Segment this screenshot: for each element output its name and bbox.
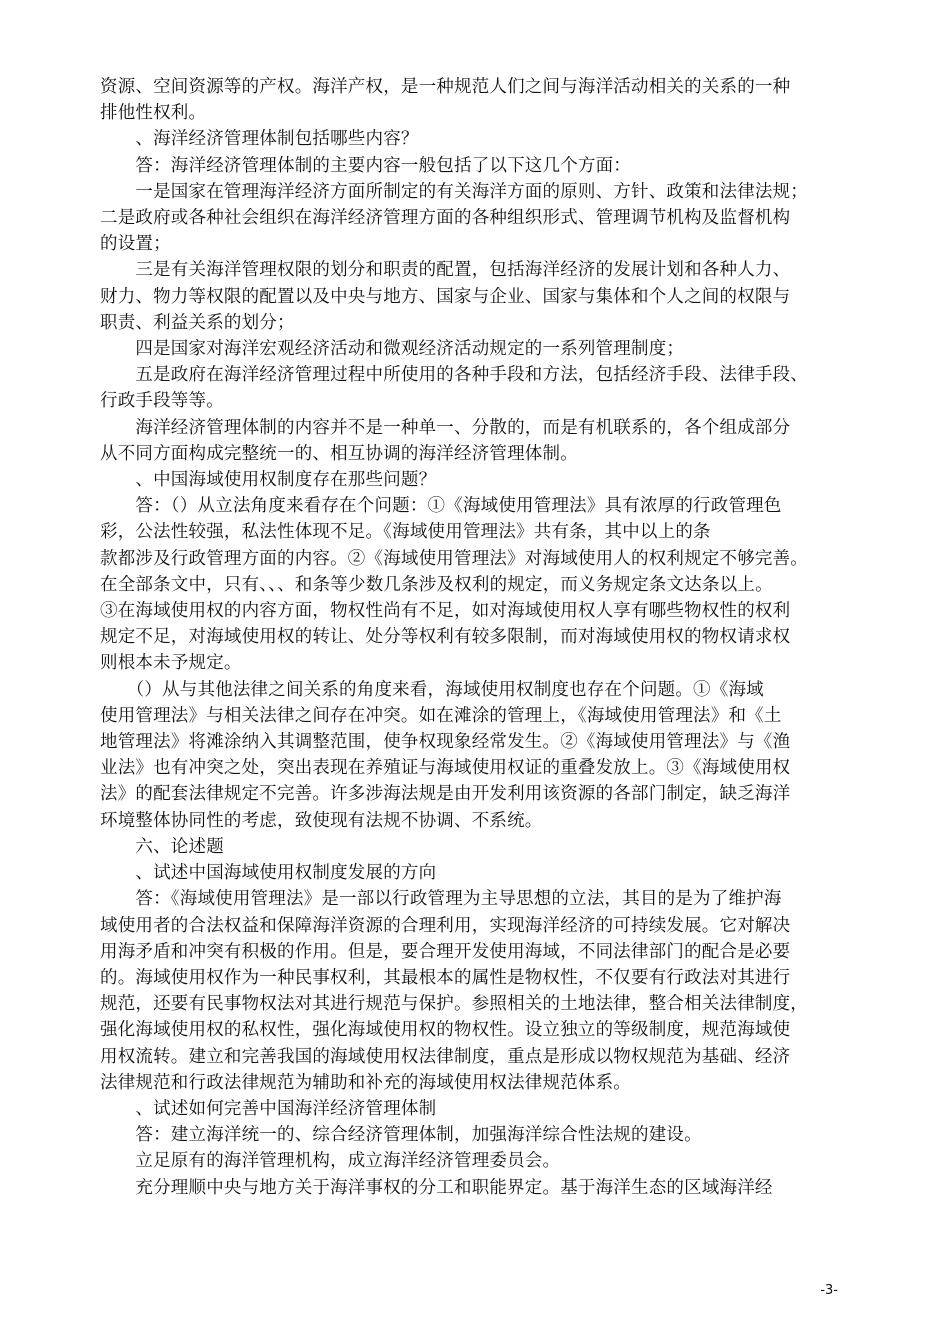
text-line: 用海矛盾和冲突有积极的作用。但是，要合理开发使用海域，不同法律部门的配合是必要: [100, 941, 791, 962]
page-number: -3-: [820, 1283, 838, 1298]
text-line: 强化海域使用权的私权性，强化海域使用权的物权性。设立独立的等级制度，规范海域使: [100, 1020, 791, 1041]
text-line: 答：《海域使用管理法》是一部以行政管理为主导思想的立法，其目的是为了维护海: [100, 889, 782, 910]
text-line: 财力、物力等权限的配置以及中央与地方、国家与企业、国家与集体和个人之间的权限与: [100, 286, 791, 307]
text-line: 职责、利益关系的划分；: [100, 312, 295, 333]
text-line: 、海洋经济管理体制包括哪些内容？: [100, 129, 419, 150]
text-line: 六、论述题: [100, 836, 224, 857]
text-line: 的设置；: [100, 234, 171, 255]
text-line: 资源、空间资源等的产权。海洋产权，是一种规范人们之间与海洋活动相关的关系的一种: [100, 77, 791, 97]
text-line: 规范，还要有民事物权法对其进行规范与保护。参照相关的土地法律，整合相关法律制度，: [100, 994, 808, 1015]
text-line: 规定不足，对海域使用权的转让、处分等权利有较多限制，而对海域使用权的物权请求权: [100, 627, 791, 648]
text-line: 二是政府或各种社会组织在海洋经济管理方面的各种组织形式、管理调节机构及监督机构: [100, 208, 791, 229]
text-line: 法》的配套法律规定不完善。许多涉海法规是由开发利用该资源的各部门制定，缺乏海洋: [100, 784, 791, 805]
text-line: 用权流转。建立和完善我国的海域使用权法律制度，重点是形成以物权规范为基础、经济: [100, 1046, 791, 1067]
text-line: 答：（）从立法角度来看存在个问题：①《海域使用管理法》具有浓厚的行政管理色: [100, 496, 782, 517]
text-line: 立足原有的海洋管理机构，成立海洋经济管理委员会。: [100, 1151, 561, 1172]
text-line: 彩，公法性较强，私法性体现不足。《海域使用管理法》共有条，其中以上的条: [100, 522, 711, 543]
text-line: 环境整体协同性的考虑，致使现有法规不协调、不系统。: [100, 810, 543, 831]
text-line: 使用管理法》与相关法律之间存在冲突。如在滩涂的管理上，《海域使用管理法》和《土: [100, 705, 782, 726]
text-line: 排他性权利。: [100, 103, 207, 124]
document-body: [100, 74, 860, 1201]
text-line: 海洋经济管理体制的内容并不是一种单一、分散的，而是有机联系的，各个组成部分: [100, 417, 791, 438]
text-line: 三是有关海洋管理权限的划分和职责的配置，包括海洋经济的发展计划和各种人力、: [100, 260, 791, 281]
text-line: 从不同方面构成完整统一的、相互协调的海洋经济管理体制。: [100, 443, 578, 464]
text-line: ③在海域使用权的内容方面，物权性尚有不足，如对海域使用权人享有哪些物权性的权利: [100, 601, 791, 622]
text-line: 答：海洋经济管理体制的主要内容一般包括了以下这几个方面：: [100, 155, 631, 176]
text-line: 业法》也有冲突之处，突出表现在养殖证与海域使用权证的重叠发放上。③《海域使用权: [100, 758, 791, 779]
text-line: 的。海域使用权作为一种民事权利，其最根本的属性是物权性，不仅要有行政法对其进行: [100, 967, 791, 988]
text-line: 一是国家在管理海洋经济方面所制定的有关海洋方面的原则、方针、政策和法律法规；: [100, 181, 808, 202]
text-line: 、中国海域使用权制度存在那些问题？: [100, 470, 437, 491]
text-line: 、试述中国海域使用权制度发展的方向: [100, 863, 437, 884]
text-line: 、试述如何完善中国海洋经济管理体制: [100, 1098, 437, 1119]
text-line: 法律规范和行政法律规范为辅助和补充的海域使用权法律规范体系。: [100, 1072, 631, 1093]
text-line: 行政手段等等。: [100, 391, 224, 412]
text-line: （）从与其他法律之间关系的角度来看，海域使用权制度也存在个问题。①《海域: [100, 679, 764, 700]
text-line: 地管理法》将滩涂纳入其调整范围，使争权现象经常发生。②《海域使用管理法》与《渔: [100, 732, 791, 753]
text-line: 充分理顺中央与地方关于海洋事权的分工和职能界定。基于海洋生态的区域海洋经: [100, 1177, 773, 1198]
text-line: 在全部条文中，只有、、、和条等少数几条涉及权利的规定，而义务规定条文达条以上。: [100, 574, 773, 595]
text-line: 答：建立海洋统一的、综合经济管理体制，加强海洋综合性法规的建设。: [100, 1125, 702, 1146]
text-line: 则根本未予规定。: [100, 653, 242, 674]
text-line: 五是政府在海洋经济管理过程中所使用的各种手段和方法，包括经济手段、法律手段、: [100, 365, 808, 386]
text-line: 域使用者的合法权益和保障海洋资源的合理利用，实现海洋经济的可持续发展。它对解决: [100, 915, 791, 936]
text-line: 款都涉及行政管理方面的内容。②《海域使用管理法》对海域使用人的权利规定不够完善。: [100, 548, 808, 569]
text-line: 四是国家对海洋宏观经济活动和微观经济活动规定的一系列管理制度；: [100, 339, 685, 360]
